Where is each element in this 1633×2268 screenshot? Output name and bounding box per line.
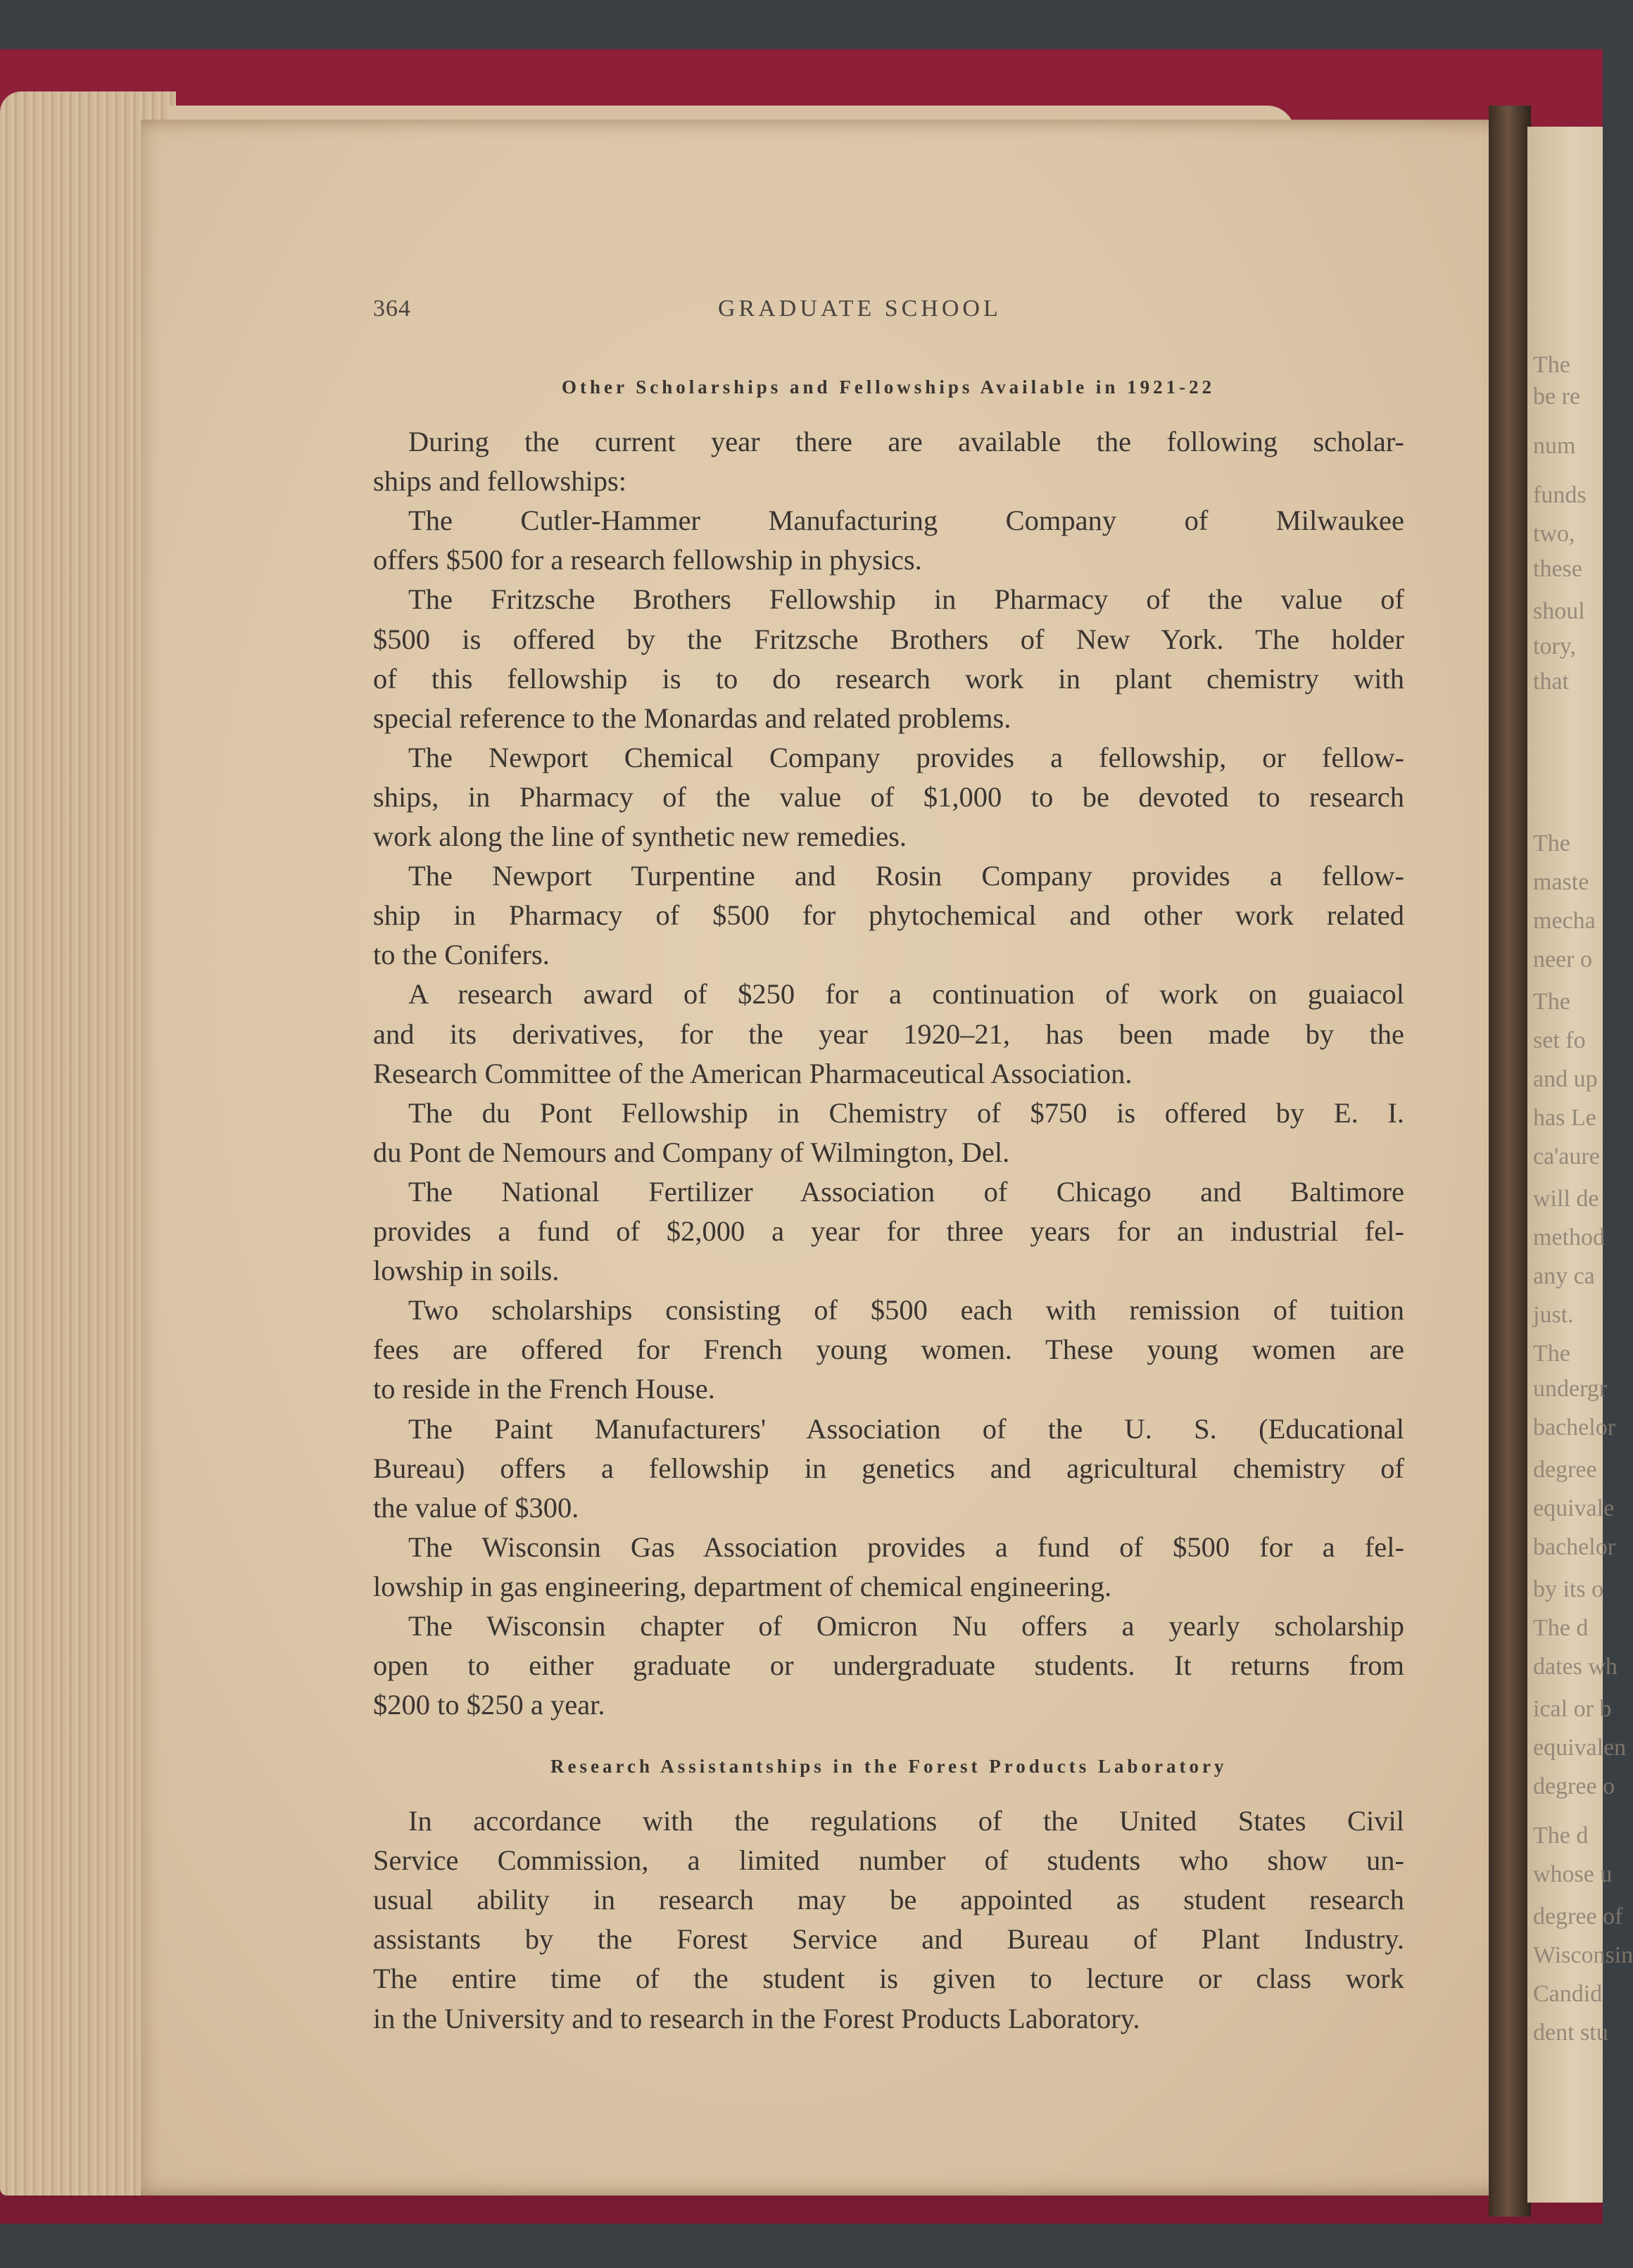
text-line: fees are offered for French young women. These young women are xyxy=(373,1333,1404,1365)
facing-page-fragment: two, xyxy=(1533,521,1575,547)
facing-page-fragment: num xyxy=(1533,433,1576,459)
text-line: The Wisconsin chapter of Omicron Nu offers a yearly scholarship xyxy=(408,1610,1404,1642)
text-line: The Wisconsin Gas Association provides a fund of $500 for a fel- xyxy=(408,1531,1404,1563)
facing-page-fragment: maste xyxy=(1533,869,1589,895)
facing-page-fragment: undergr xyxy=(1533,1376,1608,1402)
text-line: work along the line of synthetic new remedies. xyxy=(373,821,907,852)
facing-page-fragment: dates wh xyxy=(1533,1654,1618,1680)
text-line: lowship in soils. xyxy=(373,1255,560,1286)
facing-page-fragment: bachelor xyxy=(1533,1414,1616,1440)
facing-page-fragment: Wisconsin xyxy=(1533,1942,1633,1968)
facing-page-fragment: bachelor xyxy=(1533,1534,1616,1560)
text-line: to the Conifers. xyxy=(373,939,550,970)
facing-page-fragment: mecha xyxy=(1533,908,1596,934)
facing-page-fragment: ca'aure xyxy=(1533,1143,1600,1170)
facing-page-fragment: be re xyxy=(1533,384,1581,410)
text-line: In accordance with the regulations of the United States Civil xyxy=(408,1805,1404,1837)
facing-page-fragment: The xyxy=(1533,1341,1570,1367)
facing-page-fragment: whose u xyxy=(1533,1861,1613,1887)
facing-page-fragment: just. xyxy=(1533,1302,1574,1328)
text-line: ships and fellowships: xyxy=(373,465,626,497)
text-line: open to either graduate or undergraduate students. It returns from xyxy=(373,1649,1404,1681)
text-line: offers $500 for a research fellowship in physics. xyxy=(373,544,922,576)
text-line: The Paint Manufacturers' Association of the U. S. (Educational xyxy=(408,1413,1404,1445)
text-line: A research award of $250 for a continuation of work on guaiacol xyxy=(408,978,1404,1010)
text-line: The National Fertilizer Association of Chicago and Baltimore xyxy=(408,1176,1404,1208)
facing-page-fragment: The xyxy=(1533,352,1570,378)
facing-page-fragment: method xyxy=(1533,1224,1605,1250)
section-heading: Research Assistantships in the Forest Products Laboratory xyxy=(550,1756,1228,1777)
text-line: ships, in Pharmacy of the value of $1,000 to be devoted to research xyxy=(373,781,1404,813)
facing-page-fragment: dent stu xyxy=(1533,2020,1608,2046)
facing-page-fragment: has Le xyxy=(1533,1105,1596,1131)
facing-page-fragment: these xyxy=(1533,556,1582,582)
text-line: assistants by the Forest Service and Bureau of Plant Industry. xyxy=(373,1923,1404,1955)
facing-page-fragment: funds xyxy=(1533,482,1587,508)
facing-page-fragment: equivale xyxy=(1533,1495,1615,1521)
facing-page-fragment: that xyxy=(1533,669,1569,695)
text-line: provides a fund of $2,000 a year for three years for an industrial fel- xyxy=(373,1215,1404,1247)
facing-page-fragment: equivalen xyxy=(1533,1735,1627,1761)
text-line: usual ability in research may be appointed as student research xyxy=(373,1884,1404,1915)
text-line: The entire time of the student is given to lecture or class work xyxy=(373,1963,1404,1994)
text-line: The Cutler-Hammer Manufacturing Company of Milwaukee xyxy=(408,505,1404,536)
text-line: The du Pont Fellowship in Chemistry of $750 is offered by E. I. xyxy=(408,1097,1404,1129)
text-line: Bureau) offers a fellowship in genetics and agricultural chemistry of xyxy=(373,1452,1404,1484)
text-line: to reside in the French House. xyxy=(373,1373,715,1405)
text-line: of this fellowship is to do research work in plant chemistry with xyxy=(373,663,1404,695)
text-line: du Pont de Nemours and Company of Wilmington, Del. xyxy=(373,1136,1010,1168)
facing-page-fragment: The xyxy=(1533,989,1570,1015)
facing-page-fragment: by its o xyxy=(1533,1576,1604,1602)
facing-page-fragment: set fo xyxy=(1533,1027,1586,1053)
text-line: in the University and to research in the Forest Products Laboratory. xyxy=(373,2003,1140,2034)
facing-page-fragment: shoul xyxy=(1533,598,1585,624)
text-line: The Fritzsche Brothers Fellowship in Pharmacy of the value of xyxy=(408,583,1404,615)
section-heading: Other Scholarships and Fellowships Available in 1921-22 xyxy=(562,376,1216,398)
text-line: Two scholarships consisting of $500 each with remission of tuition xyxy=(408,1294,1404,1326)
facing-page-fragment: Candid xyxy=(1533,1981,1603,2007)
text-line: lowship in gas engineering, department of chemical engineering. xyxy=(373,1571,1112,1602)
text-line: The Newport Chemical Company provides a fellowship, or fellow- xyxy=(408,742,1404,773)
facing-page-fragment: and up xyxy=(1533,1066,1598,1092)
text-line: ship in Pharmacy of $500 for phytochemical and other work related xyxy=(373,899,1404,931)
running-title: GRADUATE SCHOOL xyxy=(718,296,1002,322)
facing-page-fragment: ical or b xyxy=(1533,1696,1612,1722)
page-number: 364 xyxy=(373,296,411,322)
facing-page-fragment: The d xyxy=(1533,1823,1589,1849)
facing-page-fragment: degree o xyxy=(1533,1773,1615,1799)
text-line: Research Committee of the American Pharmaceutical Association. xyxy=(373,1058,1133,1089)
facing-page-fragment: degree xyxy=(1533,1457,1597,1483)
text-line: special reference to the Monardas and related problems. xyxy=(373,702,1011,734)
facing-page-fragment: degree of xyxy=(1533,1903,1623,1930)
text-line: During the current year there are available the following scholar- xyxy=(408,426,1404,457)
text-line: and its derivatives, for the year 1920–21, has been made by the xyxy=(373,1018,1404,1050)
facing-page-fragment: The xyxy=(1533,830,1570,856)
text-line: the value of $300. xyxy=(373,1492,579,1523)
text-line: Service Commission, a limited number of students who show un- xyxy=(373,1844,1404,1876)
text-line: $200 to $250 a year. xyxy=(373,1689,605,1721)
facing-page-fragment: any ca xyxy=(1533,1263,1595,1289)
text-line: $500 is offered by the Fritzsche Brothers of New York. The holder xyxy=(373,623,1404,655)
text-line: The Newport Turpentine and Rosin Company provides a fellow- xyxy=(408,860,1404,892)
facing-page-fragment: tory, xyxy=(1533,633,1577,659)
facing-page-fragment: neer o xyxy=(1533,946,1593,973)
facing-page-fragment: will de xyxy=(1533,1186,1599,1212)
facing-page-fragment: The d xyxy=(1533,1615,1589,1641)
